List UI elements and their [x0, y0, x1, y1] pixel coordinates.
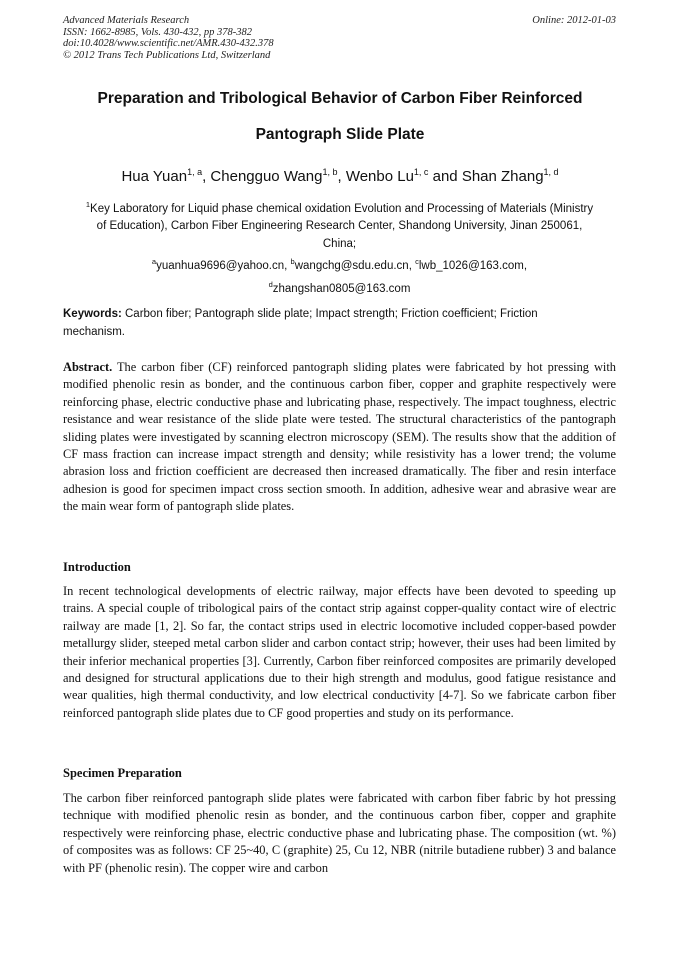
author-name: Wenbo Lu: [345, 168, 414, 185]
journal-name: Advanced Materials Research: [63, 15, 190, 26]
abstract-label: Abstract.: [63, 360, 113, 374]
email-link[interactable]: yuanhua9696@yahoo.cn,: [156, 260, 291, 273]
affiliation-block: [63, 196, 616, 298]
affiliation-line: China;: [322, 237, 357, 250]
email-line: [63, 253, 616, 275]
journal-header: [63, 15, 616, 61]
email-mark: b: [290, 257, 295, 267]
affiliation-line: [63, 196, 616, 218]
email-mark: d: [268, 279, 273, 289]
introduction-paragraph: In recent technological developments of electric railway, major effects have been devoted to speeding up trains. A special couple of tribological pairs of the contact strip against copper-quality contact wire of electric railway are made [1, 2]. So far, the contact strips used in electric locomotive included copper-based powder metallurgy slider, steeped metal carbon slider and carbon contact strip; however, their uses had been limited by their inferior mechanical properties [3]. Currently, Carbon fiber reinforced composites are primarily developed and designed for structural applications due to their high strength and modulus, good fatigue resistance and wear qualities, high thermal conductivity, and low electrical conductivity [4-7]. So we fabricate carbon fiber reinforced pantograph slide plates due to CF good properties and study on its performance.: [63, 584, 616, 720]
author-affiliation-mark: 1, b: [322, 167, 338, 177]
keywords-line: [63, 306, 616, 324]
author-separator: and: [428, 168, 462, 185]
author-name: Hua Yuan: [121, 168, 188, 185]
author-affiliation-mark: 1, c: [413, 167, 429, 177]
paper-title-line-1: Preparation and Tribological Behavior of Carbon Fiber Reinforced: [97, 90, 583, 107]
keywords-label: Keywords:: [63, 308, 122, 320]
affiliation-mark: 1: [85, 200, 91, 209]
email-link[interactable]: zhangshan0805@163.com: [272, 282, 411, 295]
author-separator: ,: [202, 168, 211, 185]
paper-title-line-2: Pantograph Slide Plate: [255, 126, 425, 143]
keywords-block: [63, 306, 616, 341]
keywords-line: mechanism.: [63, 325, 125, 338]
author-affiliation-mark: 1, a: [187, 167, 203, 177]
journal-doi: doi:10.4028/www.scientific.net/AMR.430-432.378: [63, 38, 274, 49]
specimen-heading: Specimen Preparation: [63, 766, 182, 780]
email-link[interactable]: lwb_1026@163.com,: [418, 260, 528, 273]
email-mark: a: [151, 257, 157, 267]
author-name: Chengguo Wang: [210, 168, 323, 185]
email-mark: c: [415, 257, 419, 267]
online-date: Online: 2012-01-03: [532, 15, 616, 26]
journal-issn: ISSN: 1662-8985, Vols. 430-432, pp 378-382: [63, 26, 252, 38]
affiliation-line: of Education), Carbon Fiber Engineering Research Center, Shandong University, Jinan 250061,: [96, 220, 583, 233]
email-link[interactable]: wangchg@sdu.edu.cn,: [294, 260, 416, 273]
abstract-text: The carbon fiber (CF) reinforced pantograph sliding plates were fabricated by hot pressing with modified phenolic resin as bonder, and the continuous carbon fiber, copper and graphite respectively were reinforcing phase, electric conductive phase and lubricating phase, respectively. The impact toughness, electric resistance and wear resistance of the slide plate were tested. The structural characteristics of the pantograph sliding plates were investigated by scanning electron microscopy (SEM). The results show that the addition of CF mass fraction can increase impact strength and density; while resistivity has a lower trend; the volume abrasion loss and friction coefficient are decreased then increased dramatically. The fiber and resin interface adhesion is good for specimen impact cross section smooth. In addition, adhesive wear and abrasive wear are the main wear form of pantograph slide plates.: [63, 360, 616, 514]
affiliation-text: Key Laboratory for Liquid phase chemical oxidation Evolution and Processing of Materials (Ministry: [90, 202, 594, 215]
author-separator: ,: [337, 168, 346, 185]
author-affiliation-mark: 1, d: [543, 167, 559, 177]
author-list: [40, 167, 640, 185]
specimen-paragraph: The carbon fiber reinforced pantograph slide plates were fabricated with carbon fiber fabric by hot pressing technique with modified phenolic resin as bonder, and the continuous carbon fiber, copper and graphite respectively were reinforcing phase, electric conductive phase and lubricating phase. The composition (wt. %) of composites was as follows: CF 25~40, C (graphite) 25, Cu 12, NBR (nitrile butadiene rubber) 3 and balance with PF (phenolic resin). The copper wire and carbon: [63, 791, 616, 875]
journal-copyright: © 2012 Trans Tech Publications Ltd, Switzerland: [63, 49, 271, 61]
author-name: Shan Zhang: [461, 168, 544, 185]
email-line: [63, 276, 616, 298]
introduction-heading: Introduction: [63, 560, 131, 574]
keywords-text: Carbon fiber; Pantograph slide plate; Impact strength; Friction coefficient; Friction: [121, 308, 538, 320]
abstract-paragraph: [63, 359, 616, 516]
